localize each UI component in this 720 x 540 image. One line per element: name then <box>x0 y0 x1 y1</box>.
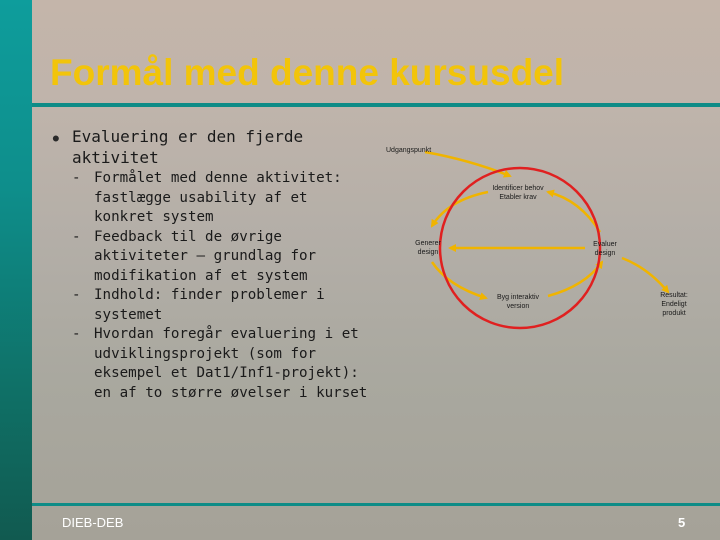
evaluate-label-line2: design <box>594 250 616 257</box>
dash-icon: - <box>72 326 81 342</box>
sub-bullet-text: Formålet med denne aktivitet: fastlægge usability af et konkret system <box>94 170 342 225</box>
start-label: Udgangspunkt <box>386 147 432 154</box>
footer-divider <box>32 503 720 506</box>
sub-bullet-text: Hvordan foregår evaluering i et udviklingsprojekt (som for eksempel et Dat1/Inf1-projekt): en af to større øvelser i kurset <box>94 326 368 401</box>
result-label: Resultat: <box>660 292 688 299</box>
slide-title: Formål med denne kursusdel <box>50 52 565 93</box>
page-number: 5 <box>678 515 686 530</box>
sub-bullet-text: Indhold: finder problemer i systemet <box>94 287 325 323</box>
footer-course-code: DIEB-DEB <box>62 515 124 530</box>
dash-icon: - <box>72 287 81 303</box>
identify-label: Identificer behov <box>492 185 544 192</box>
generate-label-line2: design <box>417 249 439 256</box>
dash-icon: - <box>72 170 81 186</box>
identify-label-line2: Etabler krav <box>499 194 537 201</box>
build-label-line2: version <box>506 303 530 310</box>
bullet-icon: • <box>52 126 60 151</box>
result-label-line3: produkt <box>662 310 686 317</box>
main-bullet: Evaluering er den fjerde aktivitet <box>72 127 304 167</box>
sub-bullet-text: Feedback til de øvrige aktiviteter – grundlag for modifikation af et system <box>94 228 317 284</box>
dash-icon: - <box>72 228 81 245</box>
result-label-line2: Endeligt <box>661 301 687 308</box>
arrow-generate-to-build <box>432 262 486 298</box>
evaluate-label: Evaluer <box>593 241 617 248</box>
arrow-identify-to-generate <box>432 192 488 226</box>
arrow-evaluate-to-result <box>622 258 668 292</box>
generate-label: Generer <box>415 240 441 247</box>
build-label: Byg interaktiv <box>496 294 540 301</box>
